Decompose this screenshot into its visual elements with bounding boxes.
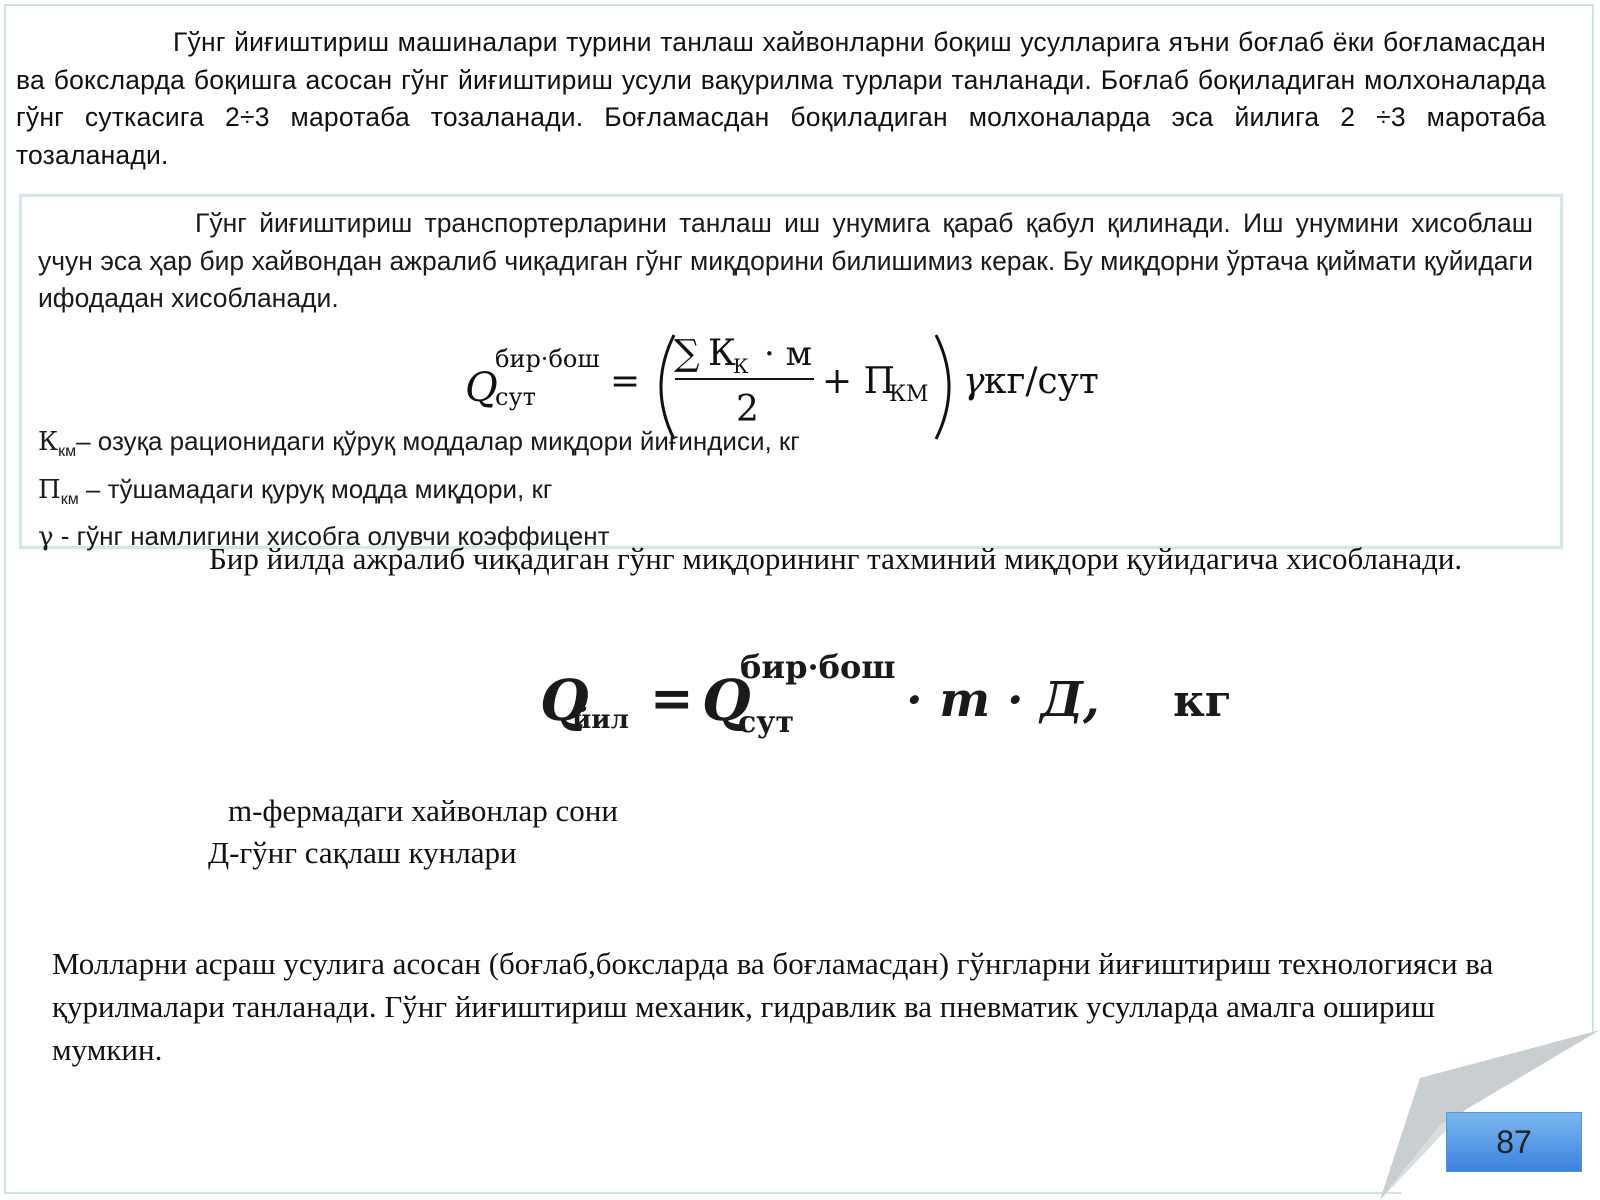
formula2-legend: [208, 790, 618, 874]
formula1-num-sub: К: [733, 354, 749, 378]
legend-m: m-фермадаги хайвонлар сони: [228, 793, 618, 828]
formula1-equals: =: [610, 361, 641, 402]
formula2-rhs-sup: бир·бош: [740, 650, 896, 686]
closing-paragraph: Молларни асраш усулига асосан (боғлаб,боксларда ва боғламасдан) гўнгларни йиғиштириш технологияси ва қурилмалари танланади. Гўнг йиғиштириш механик, гидравлик ва пневматик усулларда амалга ошириш мумкин.: [52, 946, 1494, 1067]
formula2-rhs-q: Q: [702, 668, 751, 734]
formula1-num-k: К: [708, 333, 736, 374]
formula2-lhs-sub: йил: [572, 705, 629, 735]
formula2-rhs-sub: сут: [738, 705, 795, 740]
formula2-lhs-q: Q: [540, 668, 589, 734]
legend-d: Д-гўнг сақлаш кунлари: [208, 835, 517, 870]
formula2-equals: =: [650, 668, 694, 729]
formula1-right-paren: [936, 335, 949, 439]
formula-box: [19, 194, 1563, 553]
formula1-denominator: 2: [736, 389, 759, 430]
formula1-sum: ∑: [674, 333, 700, 374]
definition-gamma: γ - гўнг намлигини хисобга олувчи коэффицент: [38, 521, 610, 553]
formula1-lhs-sub: сут: [495, 383, 536, 411]
box-paragraph: Гўнг йиғиштириш транспортерларини танлаш иш унумига қараб қабул қилинади. Иш унумини хисоблаш учун эса ҳар бир хайвондан ажралиб чиқадиган гўнг миқдорини билишимиз керак. Бу миқдорни ўртача қиймати қуйидаги ифодадан хисобланади.: [38, 208, 1533, 313]
formula1-gamma: γ: [963, 361, 985, 402]
definition-p: $П_{км}$ – тўшамадаги қуруқ модда миқдори, кг: [38, 473, 553, 508]
formula2-middle: · m · Д,: [906, 672, 1100, 728]
definition-k: $К_{км}-$ озуқа рационидаги қўруқ моддалар миқдори йиғиндиси, кг: [38, 426, 800, 461]
formula1-plus-p: + П: [822, 361, 896, 402]
formula1-plus-sub: КМ: [889, 382, 929, 407]
intro-paragraph: Гўнг йиғиштириш машиналари турини танлаш хайвонларни боқиш усулларига яъни боғлаб ёки боғламасдан ва боксларда боқишга асосан гўнг йиғиштириш усули вақурилма турлари танланади. Боғлаб боқиладиган молхоналарда гўнг суткасига 2÷3 маротаба тозаланади. Боғламасдан боқиладиган молхоналарда эса йилига 2 ÷3 маротаба тозаланади.: [16, 27, 1546, 170]
page-number-badge: 87: [1446, 1112, 1582, 1172]
formula1-lhs-sup: бир·бош: [495, 345, 600, 373]
year-paragraph: Бир йилда ажралиб чиқадиган гўнг миқдорининг тахминий миқдори қуйидагича хисобланади.: [209, 541, 1463, 576]
formula1-num-m: · м: [764, 334, 813, 374]
symbol-definitions: [38, 423, 800, 556]
formula1-lhs-q: Q: [465, 365, 498, 411]
formula1-unit: кг/сут: [984, 361, 1099, 402]
formula2-unit: кг: [1173, 676, 1232, 727]
yearly-manure-formula: [540, 650, 1260, 760]
